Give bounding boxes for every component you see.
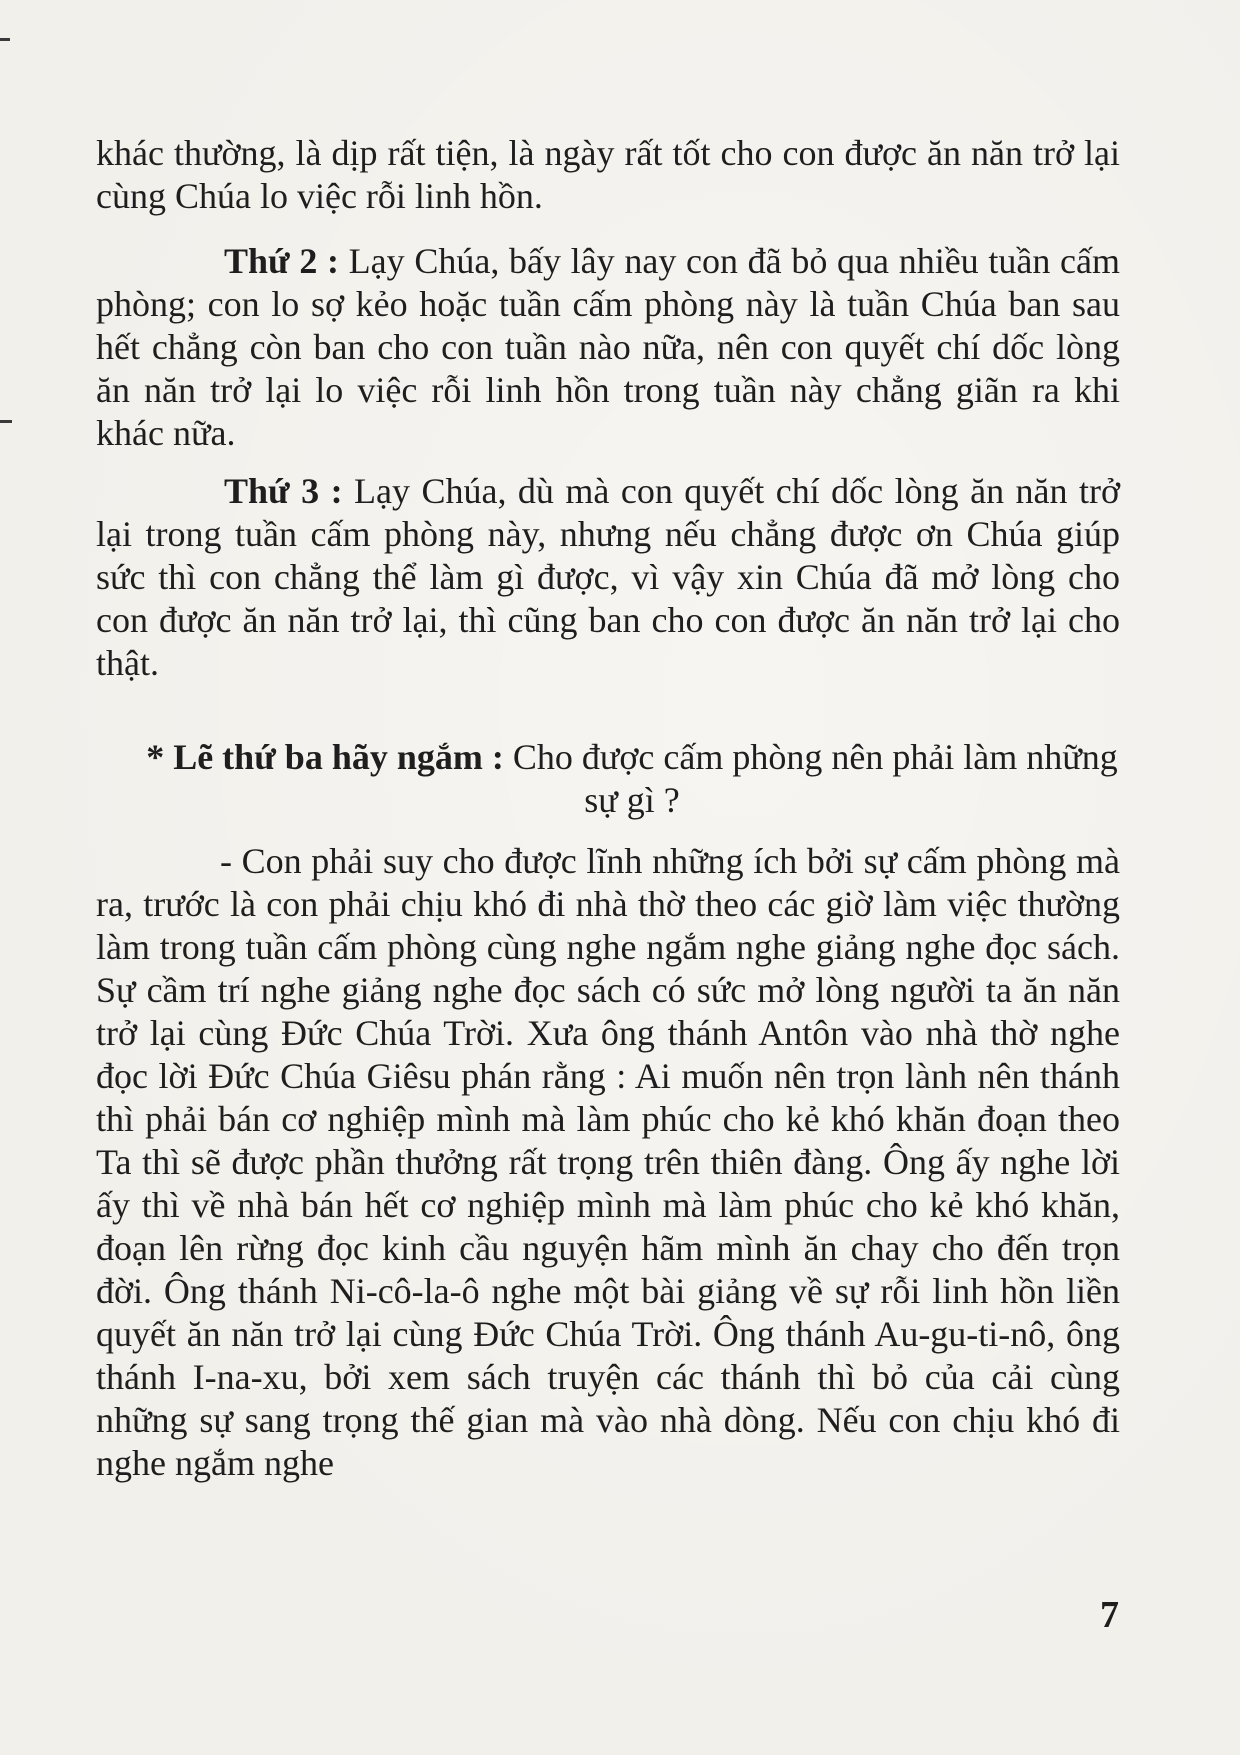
paragraph-lead-label: Thứ 2 :: [224, 241, 339, 281]
paragraph-thu-2: [96, 240, 1120, 455]
paragraph-continuation: khác thường, là dịp rất tiện, là ngày rất tốt cho con được ăn năn trở lại cùng Chúa lo việc rỗi linh hồn.: [96, 133, 1120, 216]
paragraph-thu-3: [96, 470, 1120, 685]
scan-margin-mark: [0, 420, 12, 423]
section-heading-question: Cho được cấm phòng nên phải làm những sự gì ?: [503, 737, 1118, 820]
page-number: 7: [1100, 1594, 1119, 1636]
paragraph-lead-label: Thứ 3 :: [224, 471, 343, 511]
scan-margin-mark: [0, 38, 10, 41]
paragraph-body-main: - Con phải suy cho được lĩnh những ích bởi sự cấm phòng mà ra, trước là con phải chịu khó đi nhà thờ theo các giờ làm việc thường làm trong tuần cấm phòng cùng nghe ngắm nghe giảng nghe đọc sách. Sự cầm trí nghe giảng nghe đọc sách có sức mở lòng người ta ăn năn trở lại cùng Đức Chúa Trời. Xưa ông thánh Antôn vào nhà thờ nghe đọc lời Đức Chúa Giêsu phán rằng : Ai muốn nên trọn lành nên thánh thì phải bán cơ nghiệp mình mà làm phúc cho kẻ khó khăn đoạn theo Ta thì sẽ được phần thưởng rất trọng trên thiên đàng. Ông ấy nghe lời ấy thì về nhà bán hết cơ nghiệp mình mà làm phúc cho kẻ khó khăn, đoạn lên rừng đọc kinh cầu nguyện hãm mình ăn chay cho đến trọn đời. Ông thánh Ni-cô-la-ô nghe một bài giảng về sự rỗi linh hồn liền quyết ăn năn trở lại cùng Đức Chúa Trời. Ông thánh Au-gu-ti-nô, ông thánh I-na-xu, bởi xem sách truyện các thánh thì bỏ của cải cùng những sự sang trọng thế gian mà vào nhà dòng. Nếu con chịu khó đi nghe ngắm nghe: [96, 841, 1120, 1483]
section-heading-lead: * Lẽ thứ ba hãy ngắm :: [146, 737, 504, 777]
paragraph-body: Lạy Chúa, bấy lây nay con đã bỏ qua nhiều tuần cấm phòng; con lo sợ kẻo hoặc tuần cấm phòng này là tuần Chúa ban sau hết chẳng còn ban cho con tuần nào nữa, nên con quyết chí dốc lòng ăn năn trở lại lo việc rỗi linh hồn trong tuần này chẳng giãn ra khi khác nữa.: [96, 241, 1120, 453]
section-heading: [96, 736, 1120, 822]
paragraph-body: Lạy Chúa, dù mà con quyết chí dốc lòng ăn năn trở lại trong tuần cấm phòng này, nhưng nếu chẳng được ơn Chúa giúp sức thì con chẳng thể làm gì được, vì vậy xin Chúa đã mở lòng cho con được ăn năn trở lại, thì cũng ban cho con được ăn năn trở lại cho thật.: [96, 471, 1121, 683]
